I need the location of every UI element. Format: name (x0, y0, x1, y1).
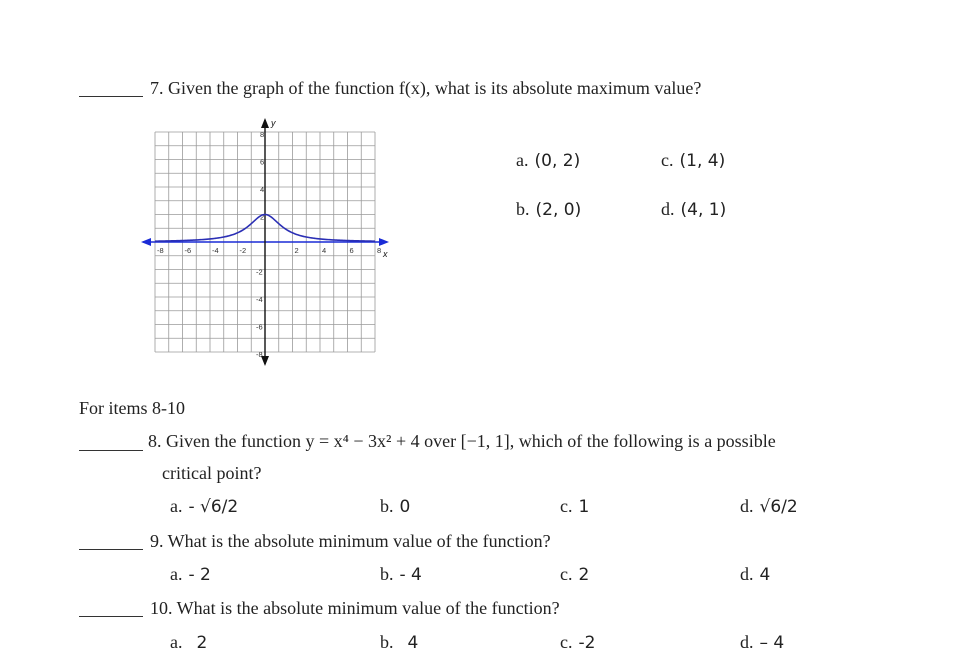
y-tick-label: -4 (256, 295, 263, 304)
answer-blank-q9[interactable] (79, 549, 143, 550)
answer-blank-q10[interactable] (79, 616, 143, 617)
option-letter: b. (380, 632, 394, 652)
q9-option-d[interactable] (740, 564, 770, 585)
q8-option-c[interactable] (560, 496, 589, 517)
option-letter: a. (170, 496, 183, 516)
q8-option-b[interactable] (380, 496, 410, 517)
option-text: - 2 (188, 565, 211, 585)
option-letter: a. (516, 150, 529, 170)
option-text: (4, 1) (680, 200, 727, 220)
option-text: -2 (578, 633, 596, 653)
answer-blank-q7[interactable] (79, 96, 143, 97)
question-7-text: 7. Given the graph of the function f(x), what is its absolute maximum value? (150, 78, 702, 98)
section-label: For items 8-10 (79, 398, 185, 418)
option-letter: d. (740, 564, 754, 584)
question-8-line2: critical point? (162, 463, 262, 483)
y-tick-label: -2 (256, 267, 263, 277)
q9-option-b[interactable] (380, 564, 422, 585)
option-text: 2 (196, 633, 208, 653)
option-letter: c. (661, 150, 674, 170)
option-text: 2 (578, 565, 590, 585)
y-tick-label: -8 (256, 350, 263, 359)
answer-blank-q8[interactable] (79, 450, 143, 451)
question-9-text: 9. What is the absolute minimum value of the function? (150, 531, 551, 551)
x-tick-label: -4 (212, 246, 219, 255)
option-letter: d. (661, 199, 675, 219)
q7-option-b[interactable] (516, 199, 581, 220)
option-letter: b. (516, 199, 530, 219)
x-axis-label: x (383, 249, 388, 259)
x-axis-left-arrow (141, 238, 151, 246)
q8-option-d[interactable] (740, 496, 798, 517)
option-letter: c. (560, 496, 573, 516)
y-axis-label: y (271, 118, 276, 128)
x-tick-label: -8 (157, 246, 164, 255)
y-tick-label: 2 (260, 212, 265, 222)
option-text: 4 (759, 565, 771, 585)
q10-option-d[interactable] (740, 632, 784, 653)
q7-option-d[interactable] (661, 199, 726, 220)
y-tick-label: -6 (256, 322, 263, 332)
q9-option-a[interactable] (170, 564, 211, 585)
option-text: √6/2 (759, 497, 798, 517)
q9-option-c[interactable] (560, 564, 589, 585)
q10-option-b[interactable] (380, 632, 418, 653)
y-tick-label: 6 (260, 157, 265, 167)
option-text: 4 (407, 633, 419, 653)
option-letter: c. (560, 564, 573, 584)
q7-option-c[interactable] (661, 150, 725, 171)
q8-option-a[interactable] (170, 496, 238, 517)
function-graph (135, 117, 395, 369)
x-axis-right-arrow (379, 238, 389, 246)
y-tick-label: 8 (260, 130, 265, 139)
question-8-line1: 8. Given the function y = x⁴ − 3x² + 4 over [−1, 1], which of the following is a possible (148, 431, 776, 451)
option-letter: a. (170, 632, 183, 652)
y-axis-top-arrow (261, 118, 269, 128)
option-letter: b. (380, 564, 394, 584)
option-letter: a. (170, 564, 183, 584)
option-text: 0 (399, 497, 411, 517)
option-text: – 4 (759, 633, 785, 653)
option-letter: c. (560, 632, 573, 652)
option-text: 1 (578, 497, 590, 517)
q10-option-a[interactable] (170, 632, 207, 653)
option-letter: b. (380, 496, 394, 516)
x-tick-label: 2 (294, 246, 299, 255)
graph-q7 (135, 117, 395, 369)
option-letter: d. (740, 496, 754, 516)
q10-option-c[interactable] (560, 632, 595, 653)
x-tick-label: 4 (322, 246, 327, 255)
option-text: (2, 0) (535, 200, 582, 220)
question-10-text: 10. What is the absolute minimum value of the function? (150, 598, 560, 618)
option-letter: d. (740, 632, 754, 652)
option-text: - 4 (399, 565, 422, 585)
option-text: (1, 4) (679, 151, 726, 171)
x-tick-label: 6 (349, 246, 354, 255)
x-tick-label: -2 (239, 246, 247, 255)
x-tick-label: 8 (377, 246, 382, 255)
option-text: - √6/2 (188, 497, 239, 517)
x-tick-label: -6 (184, 246, 192, 255)
y-tick-label: 4 (260, 185, 265, 194)
option-text: (0, 2) (534, 151, 581, 171)
q7-option-a[interactable] (516, 150, 580, 171)
